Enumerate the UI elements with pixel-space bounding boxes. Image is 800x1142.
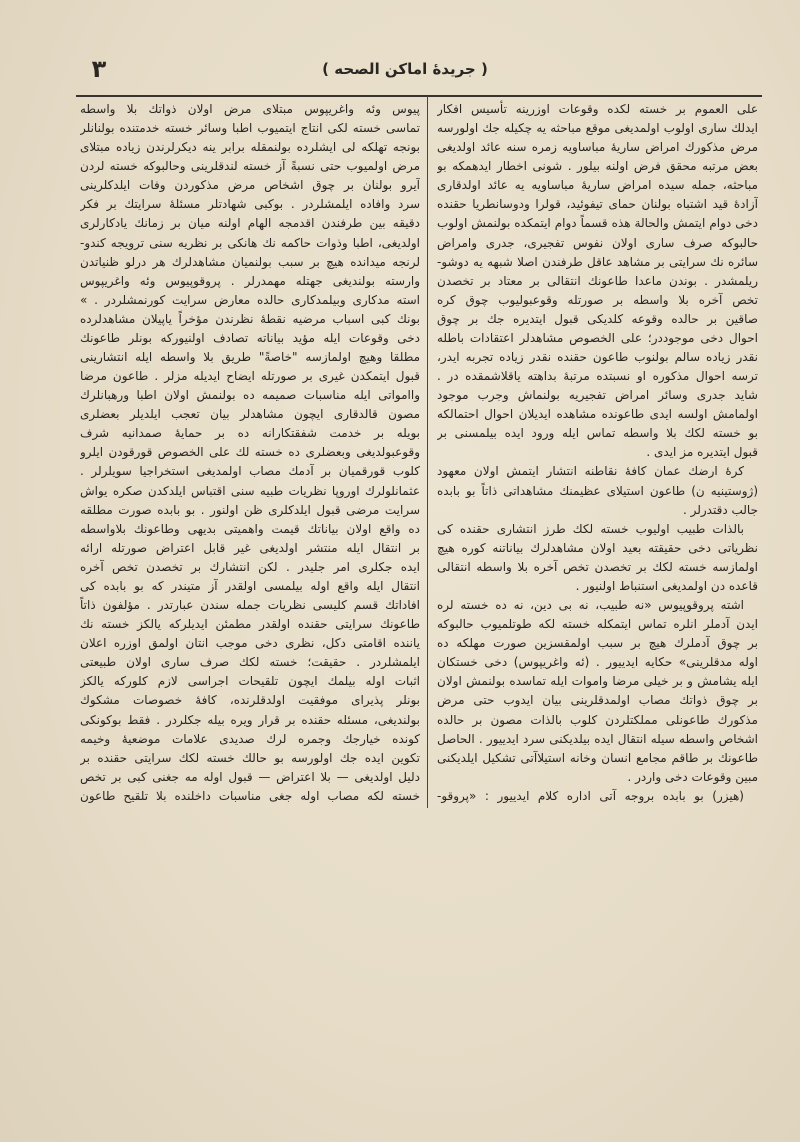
text-line: قاعده دن اولمدیغی استنباط اولنیور . [575,578,758,593]
text-line: ایده جکلری امر جلیدر . لکن انتشارك بر تخصدن تخص آخره [80,559,420,574]
text-line: ایدلك ساری اولوب اولمدیغی موقع مباحثه یه چکیله جك اولورسه [437,121,758,136]
text-line: حالبوکه صرف ساری اولان نفوس تفجیری، جدری وامراض [437,235,758,250]
text-line: مرض اولمیوب حتی نسبةً آز خسته لندقلرینی وحالبوکه خسته لردن [80,159,420,174]
left-column [80,100,420,806]
text-line: احوال دخی موجوددر؛ علی الخصوص مشاهدلر اعتقادات باطله [437,330,758,345]
text-line: ایدن آدملر انلره تماس ایتمکله خسته لکه طوتلمیوب حالبوکه [437,617,758,632]
text-line: اولمازسه خسته لکك بر تخصدن تخص آخره بلا واسطه انتقالی [437,559,758,574]
header-rule [76,95,762,97]
text-line: دخی وقوعات ایله مؤید بیاناته تصادف اولنیورکه بونلر طاعونك [80,330,420,345]
text-line: یاننده اقامتی دکل، نظری دخی موجب انتان اولمق اوزره اعلان [80,636,420,651]
text-line: علی العموم بر خسته لکده وقوعات اوزرینه تأسیس افکار [437,102,758,116]
text-line: مباحثه، جمله سیده امراض ساریهٔ مباساویه یه عائد اولدقاری [437,178,758,193]
text-line: بر چوق آدملرك هیچ بر سبب اولمقسزین صورت مهلکه ده [437,636,758,651]
text-line: آیرو بولنان بر چوق اشخاص مرض مذکوردن وفات ایلدکلرینی [80,178,420,193]
page-number: ٣ [91,55,107,83]
text-line: ایلمشلردر . حقیقت؛ خسته لکك صرف ساری اولان طبیعتی [80,655,420,670]
text-line: طاعونك بر طاقم مجامع انسان وخانه استیلاآتی تشکیل ایلدیکنی [437,750,758,765]
paragraph [437,787,758,806]
text-line: بولندیغی، مسئله حقنده بر قرار ویره بیله جکلردر . فقط بوکونکی [80,712,420,727]
text-line: واامواتی ایله مناسبات صمیمه ده بولنمش اولان اطبا ورهبانلرك [80,388,420,403]
text-line: عثمانلولرك اوروپا نظریات طبیه سنی اقتباس ایلدکدن صکره یواش [80,483,420,498]
text-line: اثبات اوله بیلمك ایچون تلقیحات اجراسی لازم کلورکه یالکز [80,674,420,689]
text-line: بونك کبی اسباب مرضیه نقطهٔ نظرندن مؤخراً یاپیلان مشاهدلرده [80,311,420,326]
text-line: افاداتك قسم کلیسی نظریات جمله سندن عبارتدر . مؤلفون ذاتاً [80,598,420,613]
text-line: وقوعبولدیغی وبعضلری ده خسته لك علی الخصوص قورقودن ایلرو [80,445,420,460]
text-line: وارسته بولندیغی جهتله مهمدرلر . پروقوپیوس وئه واغریپوس [80,273,420,288]
text-line: ده واقع اولان بیاناتك قیمت واهمیتی بدیهی وطاعونك بلاواسطه [80,521,420,536]
text-line: مذکورك طاعونلی مملکتلردن کلوب بالذات مصون بر حالده [437,712,758,727]
paragraph [437,520,758,596]
text-line: بو خسته لکك بلا واسطه تماس ایله ورود ایده بیلمسنی بر [437,426,758,441]
text-line: (ژوستینیه ن) طاعون استیلای عظیمنك مشاهداتی ذاتاً بو بابده [437,483,758,498]
text-line: ریلمشدر . بوندن ماعدا طاعونك انتقالی بر معتاد بر تخصدن [437,273,758,288]
text-line: بر چوق ذواتك مصاب اولمدقلرینی بیان ایدوب حتی مرض [437,693,758,708]
text-line: مبین وقوعات دخی واردر . [627,769,758,784]
paragraph [437,596,758,787]
paragraph [437,462,758,519]
text-line: ترسه احوال مذکوره او نسبتده مرتبهٔ بداهته یاقلاشمقده در . [437,369,758,384]
text-line: دقیقه بین طرفندن اقدمجه الهام اولنه میان بر زمانك یادکارلری [80,216,420,231]
text-line: آزادهٔ قید اشتباه بولنان حمای تیفوئید، قولرا ودوسانطریا حقنده [437,197,758,212]
text-line: بونلر پذیرای موفقیت اولدقلرنده، کافهٔ خصوصات مشکوك [80,693,420,708]
text-line: کرهٔ ارضك عمان کافهٔ نقاطنه انتشار ایتمش اولان معهود [437,464,744,479]
text-line: نقدر زیاده سالم بولنوب طاعون حقنده نقدر زیاده تجربه ایدر، [437,350,758,365]
text-line: قبول ایتمکدن غیری بر صورتله ایضاح ایدیله مزلر . طاعون مرضا [80,369,420,384]
text-line: صاقین بر حالده وقوعه کلدیکی قبول ایتدیره جك بر چوق [437,311,758,326]
text-line: پیوس وئه واغریپوس مبتلای مرض اولان ذواتك بلا واسطه [80,102,420,116]
text-line: بالذات طبیب اولیوب خسته لکك طرز انتشاری حقنده کی [437,521,744,536]
text-line: استه مدکاری وبیلمدکاری حالده معارض سرایت کورنمشلردر . » [80,292,420,307]
text-line: تخص آخره بلا واسطه بر صورتله وقوعبولیوب چوق کره [437,292,758,307]
text-line: اولمامش اولسه ایدی طاعونده مشاهده ایدیلان احوال احتمالکه [437,407,758,422]
text-line: اشته پروقوپیوس «نه طبیب، نه بی دین، نه ده خسته لره [437,598,744,613]
text-line: بویله بر خدمت شفقتکارانه ده بر حمایهٔ صمدانیه شرف [80,426,420,441]
text-line: کلوب قورقمیان بر آدمك مصاب اولمدیغی استخراجیا سویلرلر . [80,464,420,479]
newspaper-title: ( جریدهٔ اماکن الصحه ) [322,60,488,78]
text-line: سائره نك سرایتی بر مشاهد عاقل طرفندن اصلا شبهه یه دوشو- [437,254,758,269]
text-line: نظریاتی دخی حقیقته بعید اولان مشاهدلرك بیاناتنه کوره هیچ [437,540,758,555]
text-line: اولدیغی، اطبا وذوات حاکمه نك هانکی بر نظریه سنی ترویجه کندو- [80,235,420,250]
text-line: دخی دوام ایتمش والحالة هذه قسماً دوام ایتمکده بولنمش اولوب [437,216,758,231]
text-line: انتقال ایله واقع اوله بیلمسی اولقدر آز متیندر که بو بابده کی [80,578,420,593]
text-line: تماسی خسته لکی انتاج ایتمیوب اطبا وسائر خسته خدمتنده بولنانلر [80,121,420,136]
text-line: مرض مذکورك امراض ساریهٔ مباساویه زمره سنه عائد اولدیغی [437,140,758,155]
right-column [437,100,758,806]
text-line: بعض مرتبه محقق فرض اولنه بیلور . شونی اخطار ایدهمکه بو [437,159,758,174]
text-line: اشخاص واسطه سیله انتقال ایده بیلدیکنی سرد ایدییور . الحاصل [437,731,758,746]
paragraph [80,100,420,806]
text-line: دلیل اولدیغی — بلا اعتراض — قبول اوله مه جغنی کبی بر تخص [80,769,420,784]
text-line: اوله مدقلرینی» حکایه ایدییور . (ئه واغریپوس) دخی خستکان [437,655,758,670]
text-line: مطلقا وهیچ اولمازسه "خاصةً" طریق بلا واسطه ایله انتشارینی [80,350,420,365]
text-line: بونجه تهلکه لی ایشلرده بولنمقله برابر ینه دیکرلرندن زیاده مبتلای [80,140,420,155]
text-line: طاعونك سرایتی حقنده اولقدر مطمئن ایدیلرکه یالکز خسته نك [80,617,420,632]
text-line: سرایت مرضی قبول ایلدکلری ظن اولنور . بو بابده صورت مطلقه [80,502,420,517]
text-line: لرنجه میدانده هیچ بر سبب بولنمیان مشاهدلرك هر درلو ظنیاتدن [80,254,420,269]
text-line: تکوین ایده جك اولورسه بو حالك خسته لکك سرایتی حقنده بر [80,750,420,765]
paragraph [437,100,758,462]
text-line: قبول ایتدیره مز ایدی . [646,445,758,460]
text-line: مصون قالدقاری ایچون مشاهدلر بیان تعجب ایلدیلر بعضلری [80,407,420,422]
text-line: (هیزر) بو بابده بروجه آتی اداره کلام ایدییور : «پروقو- [437,788,744,803]
text-line: کونده خیارجك وجمره لرك صدیدی علامات موضعیهٔ وخیمه [80,731,420,746]
column-divider [427,96,428,808]
text-line: ایله یشامش و بر خیلی مرضا واموات ایله تماسده بولنمش اولان [437,674,758,689]
text-line: سرد وافاده ایلمشلردر . بوکبی شهادتلر مسئلهٔ سرایتك بر فکر [80,197,420,212]
text-line: خسته لکه مصاب اوله جغی مناسبات داخلنده بلا تلقیح طاعون [80,788,420,803]
text-line: جالب دقتدرلر . [682,502,758,517]
text-line: بر انتقال ایله منتشر اولدیغی غیر قابل اعتراض صورتله ارائه [80,540,420,555]
text-line: شاید جدری وسائر امراض تفجیریه بولنماش وجرب موجود [437,388,758,403]
